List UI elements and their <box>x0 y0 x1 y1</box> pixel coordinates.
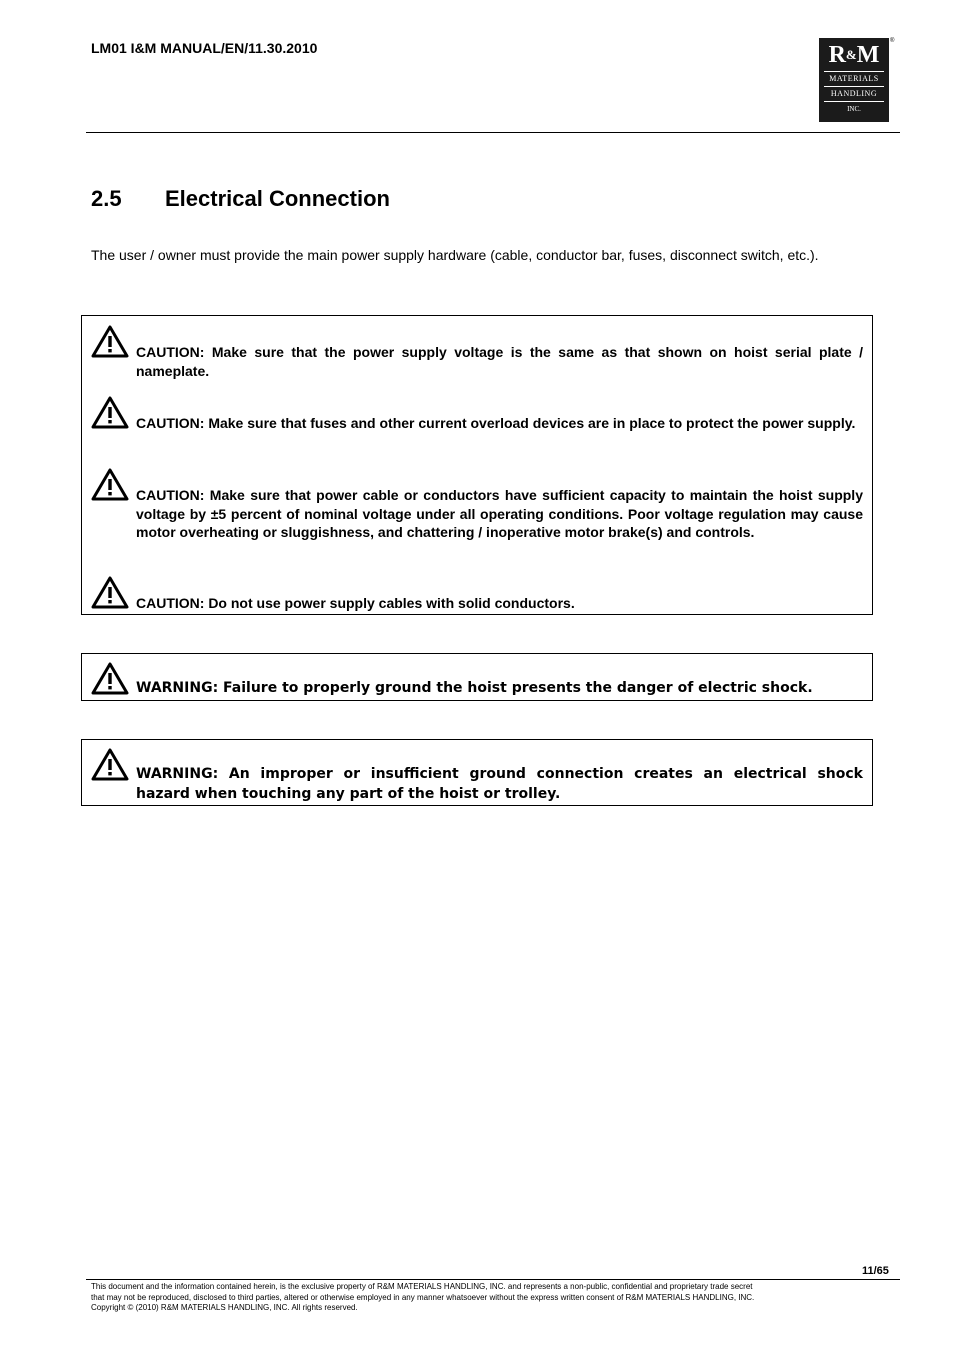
warning-item <box>91 662 863 698</box>
registered-mark: ® <box>890 38 895 44</box>
header-rule <box>86 132 900 133</box>
warning-triangle-icon <box>91 325 129 358</box>
footer-notice <box>91 1282 899 1314</box>
caution-text: CAUTION: Make sure that power cable or conductors have sufficient capacity to maintain the hoist supply voltage by ±5 percent of nominal voltage under all operating conditions. Poor voltage regulation may cause motor overheating or sluggishness, and chattering / inoperative motor brake(s) and controls. <box>136 487 863 540</box>
intro-paragraph: The user / owner must provide the main power supply hardware (cable, conductor bar, fuses, disconnect switch, etc.). <box>91 247 819 263</box>
caution-item <box>91 325 863 380</box>
warning-box <box>81 653 873 701</box>
page-number: 11/65 <box>862 1265 889 1277</box>
footer-line: Copyright © (2010) R&M MATERIALS HANDLING, INC. All rights reserved. <box>91 1303 358 1312</box>
warning-triangle-icon <box>91 396 129 429</box>
document-id: LM01 I&M MANUAL/EN/11.30.2010 <box>91 40 318 56</box>
footer-rule <box>86 1279 900 1280</box>
warning-text: WARNING: An improper or insufficient ground connection creates an electrical shock hazard when touching any part of the hoist or trolley. <box>136 766 863 802</box>
caution-item <box>91 468 863 542</box>
footer-line: This document and the information contained herein, is the exclusive property of R&M MATERIALS HANDLING, INC. and represents a non-public, confidential and proprietary trade secret <box>91 1282 753 1291</box>
caution-box <box>81 315 873 615</box>
caution-text: CAUTION: Do not use power supply cables with solid conductors. <box>136 595 575 611</box>
section-heading <box>91 186 390 212</box>
footer-line: that may not be reproduced, disclosed to third parties, altered or otherwise employed in any manner whatsoever without the express written consent of R&M MATERIALS HANDLING, INC. <box>91 1292 755 1302</box>
caution-text: CAUTION: Make sure that the power supply voltage is the same as that shown on hoist serial plate / nameplate. <box>136 344 863 379</box>
caution-item <box>91 396 863 433</box>
warning-item <box>91 748 863 804</box>
warning-text: WARNING: Failure to properly ground the hoist presents the danger of electric shock. <box>136 680 813 696</box>
section-title: Electrical Connection <box>165 186 390 211</box>
caution-text: CAUTION: Make sure that fuses and other current overload devices are in place to protect the power supply. <box>136 415 856 431</box>
caution-item <box>91 576 863 613</box>
company-logo <box>819 38 889 122</box>
section-number: 2.5 <box>91 186 122 211</box>
warning-triangle-icon <box>91 468 129 501</box>
logo-line-handling: HANDLING <box>824 86 884 101</box>
warning-box <box>81 739 873 806</box>
warning-triangle-icon <box>91 748 129 781</box>
logo-monogram: R&M <box>828 42 880 68</box>
warning-triangle-icon <box>91 662 129 695</box>
logo-line-inc: INC. <box>824 101 884 113</box>
logo-line-materials: MATERIALS <box>824 71 884 86</box>
warning-triangle-icon <box>91 576 129 609</box>
